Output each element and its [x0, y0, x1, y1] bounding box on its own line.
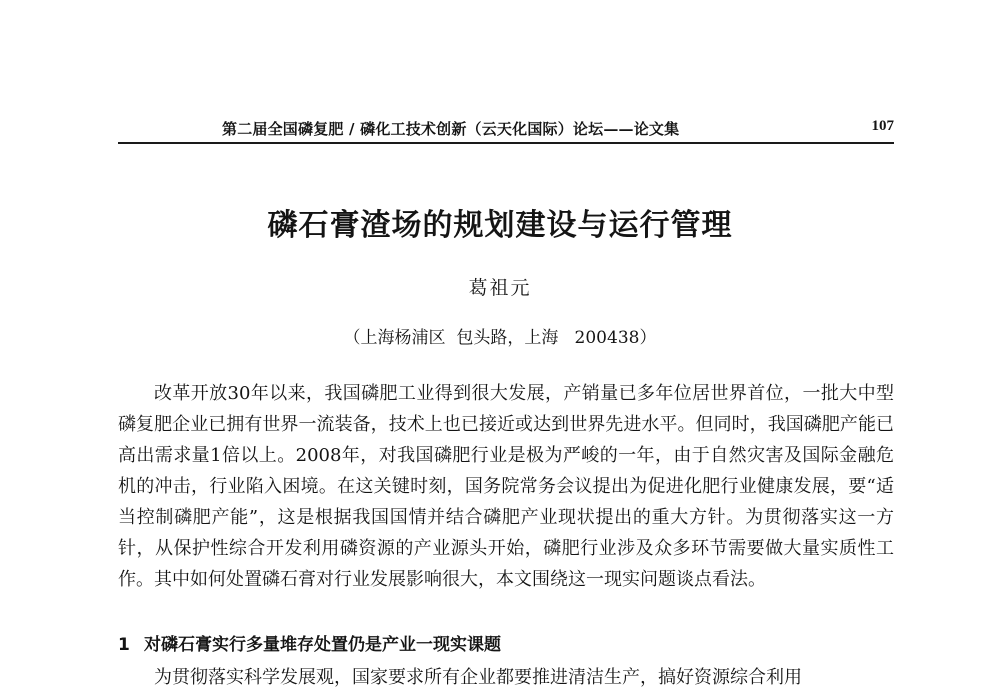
- intro-paragraph: 改革开放30年以来，我国磷肥工业得到很大发展，产销量已多年位居世界首位，一批大中型磷复肥企业已拥有世界一流装备，技术上也已接近或达到世界先进水平。但同时，我国磷肥产能已高出需求量1倍以上。2008年，对我国磷肥行业是极为严峻的一年，由于自然灾害及国际金融危机的冲击，行业陷入困境。在这关键时刻，国务院常务会议提出为促进化肥行业健康发展，要“适当控制磷肥产能”，这是根据我国国情并结合磷肥产业现状提出的重大方针。为贯彻落实这一方针，从保护性综合开发利用磷资源的产业源头开始，磷肥行业涉及众多环节需要做大量实质性工作。其中如何处置磷石膏对行业发展影响很大，本文围绕这一现实问题谈点看法。: [118, 383, 894, 590]
- author-name: 葛祖元: [468, 277, 532, 299]
- section-heading: [118, 630, 894, 655]
- page-number: 107: [871, 118, 894, 134]
- article-title: 磷石膏渣场的规划建设与运行管理: [267, 208, 733, 243]
- section-paragraph: 为贯彻落实科学发展观，国家要求所有企业都要推进清洁生产，搞好资源综合利用: [154, 667, 802, 688]
- section-heading-text: 对磷石膏实行多量堆存处置仍是产业一现实课题: [144, 635, 501, 655]
- section-number: 1: [118, 635, 130, 655]
- running-title: 第二届全国磷复肥 / 磷化工技术创新（云天化国际）论坛——论文集: [222, 120, 680, 138]
- running-header: [118, 118, 894, 144]
- author-affiliation: （上海杨浦区 包头路，上海 200438）: [343, 328, 657, 348]
